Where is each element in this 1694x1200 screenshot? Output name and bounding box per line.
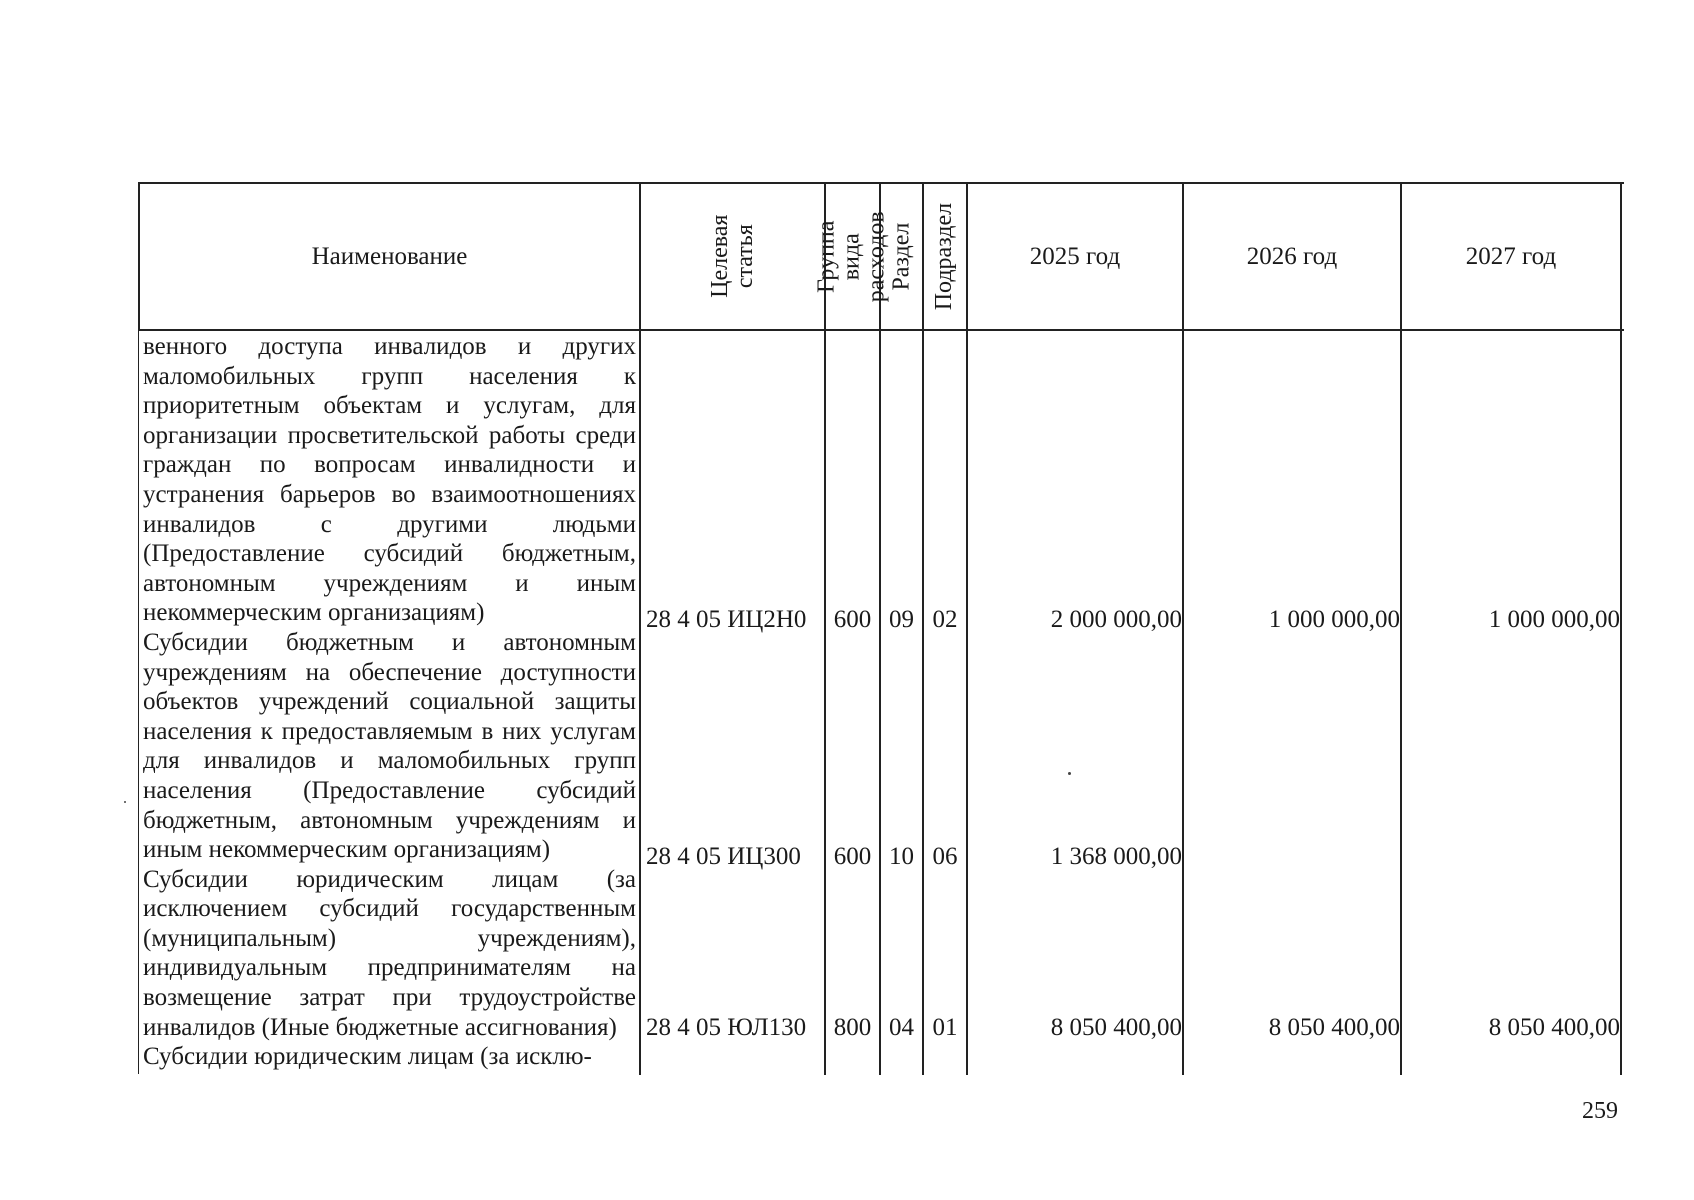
header-name — [140, 184, 639, 329]
header-subsection-label: Подраздел — [931, 202, 958, 311]
cell-2026: 1 000 000,00 — [1268, 606, 1400, 633]
cell-article: 28 4 05 ЮЛ130 — [646, 1014, 807, 1041]
table-right-border — [1620, 182, 1622, 1075]
cell-2025: 1 368 000,00 — [1050, 843, 1182, 870]
header-2026 — [1184, 184, 1400, 329]
header-target-article-label: Целевая статья — [706, 214, 758, 299]
cell-subsection: 02 — [932, 606, 958, 633]
name-paragraph: венного доступа инвалидов и других маломобильных групп населения к приоритетным объектам и услугам, для организации просветительской работы среди граждан по вопросам инвалидности и устранения барьеров во взаимоотношениях инвалидов с другими людьми (Предоставление субсидий бюджетным, автономным учреждениям и иным некоммерческим организациям) — [143, 333, 636, 627]
page-number: 259 — [1582, 1098, 1618, 1124]
name-column-text — [143, 332, 636, 1072]
header-expense-group — [813, 184, 891, 329]
name-paragraph: Субсидии юридическим лицам (за исключением субсидий государственным (муниципальным) учреждениям), индивидуальным предпринимателям на возмещение затрат при трудоустройстве инвалидов (Иные бюджетные ассигнования) — [143, 865, 636, 1041]
cell-section: 04 — [889, 1014, 914, 1041]
header-expense-group-label: Группа вида расходов — [813, 211, 891, 302]
cell-subsection: 06 — [932, 843, 958, 870]
table-left-border — [138, 329, 139, 1074]
header-2025-label: 2025 год — [1029, 242, 1121, 270]
cell-2027: 1 000 000,00 — [1488, 606, 1620, 633]
cell-section: 09 — [889, 606, 914, 633]
scan-speck — [124, 801, 126, 803]
cell-2026: 8 050 400,00 — [1268, 1014, 1400, 1041]
header-subsection — [924, 184, 966, 329]
header-name-label: Наименование — [311, 242, 468, 270]
cell-group: 800 — [833, 1014, 872, 1041]
cell-subsection: 01 — [932, 1014, 958, 1041]
cell-2025: 8 050 400,00 — [1050, 1014, 1182, 1041]
header-section-label: Раздел — [887, 222, 914, 291]
cell-group: 600 — [833, 843, 872, 870]
cell-section: 10 — [889, 843, 914, 870]
cell-2027: 8 050 400,00 — [1488, 1014, 1620, 1041]
cell-group: 600 — [833, 606, 872, 633]
header-target-article — [641, 184, 824, 329]
header-2027 — [1402, 184, 1620, 329]
name-paragraph: Субсидии юридическим лицам (за исклю- — [143, 1043, 592, 1071]
cell-article: 28 4 05 ИЦ2Н0 — [646, 606, 807, 633]
header-section — [881, 184, 922, 329]
cell-article: 28 4 05 ИЦ300 — [646, 843, 801, 870]
cell-2025: 2 000 000,00 — [1050, 606, 1182, 633]
header-2026-label: 2026 год — [1246, 242, 1338, 270]
scan-speck — [1068, 772, 1071, 775]
name-paragraph: Субсидии бюджетным и автономным учреждениям на обеспечение доступности объектов учреждений социальной защиты населения к предоставляемым в них услугам для инвалидов и маломобильных групп населения (Предоставление субсидий бюджетным, автономным учреждениям и иным некоммерческим организациям) — [143, 628, 636, 864]
header-2025 — [968, 184, 1182, 329]
header-2027-label: 2027 год — [1465, 242, 1557, 270]
